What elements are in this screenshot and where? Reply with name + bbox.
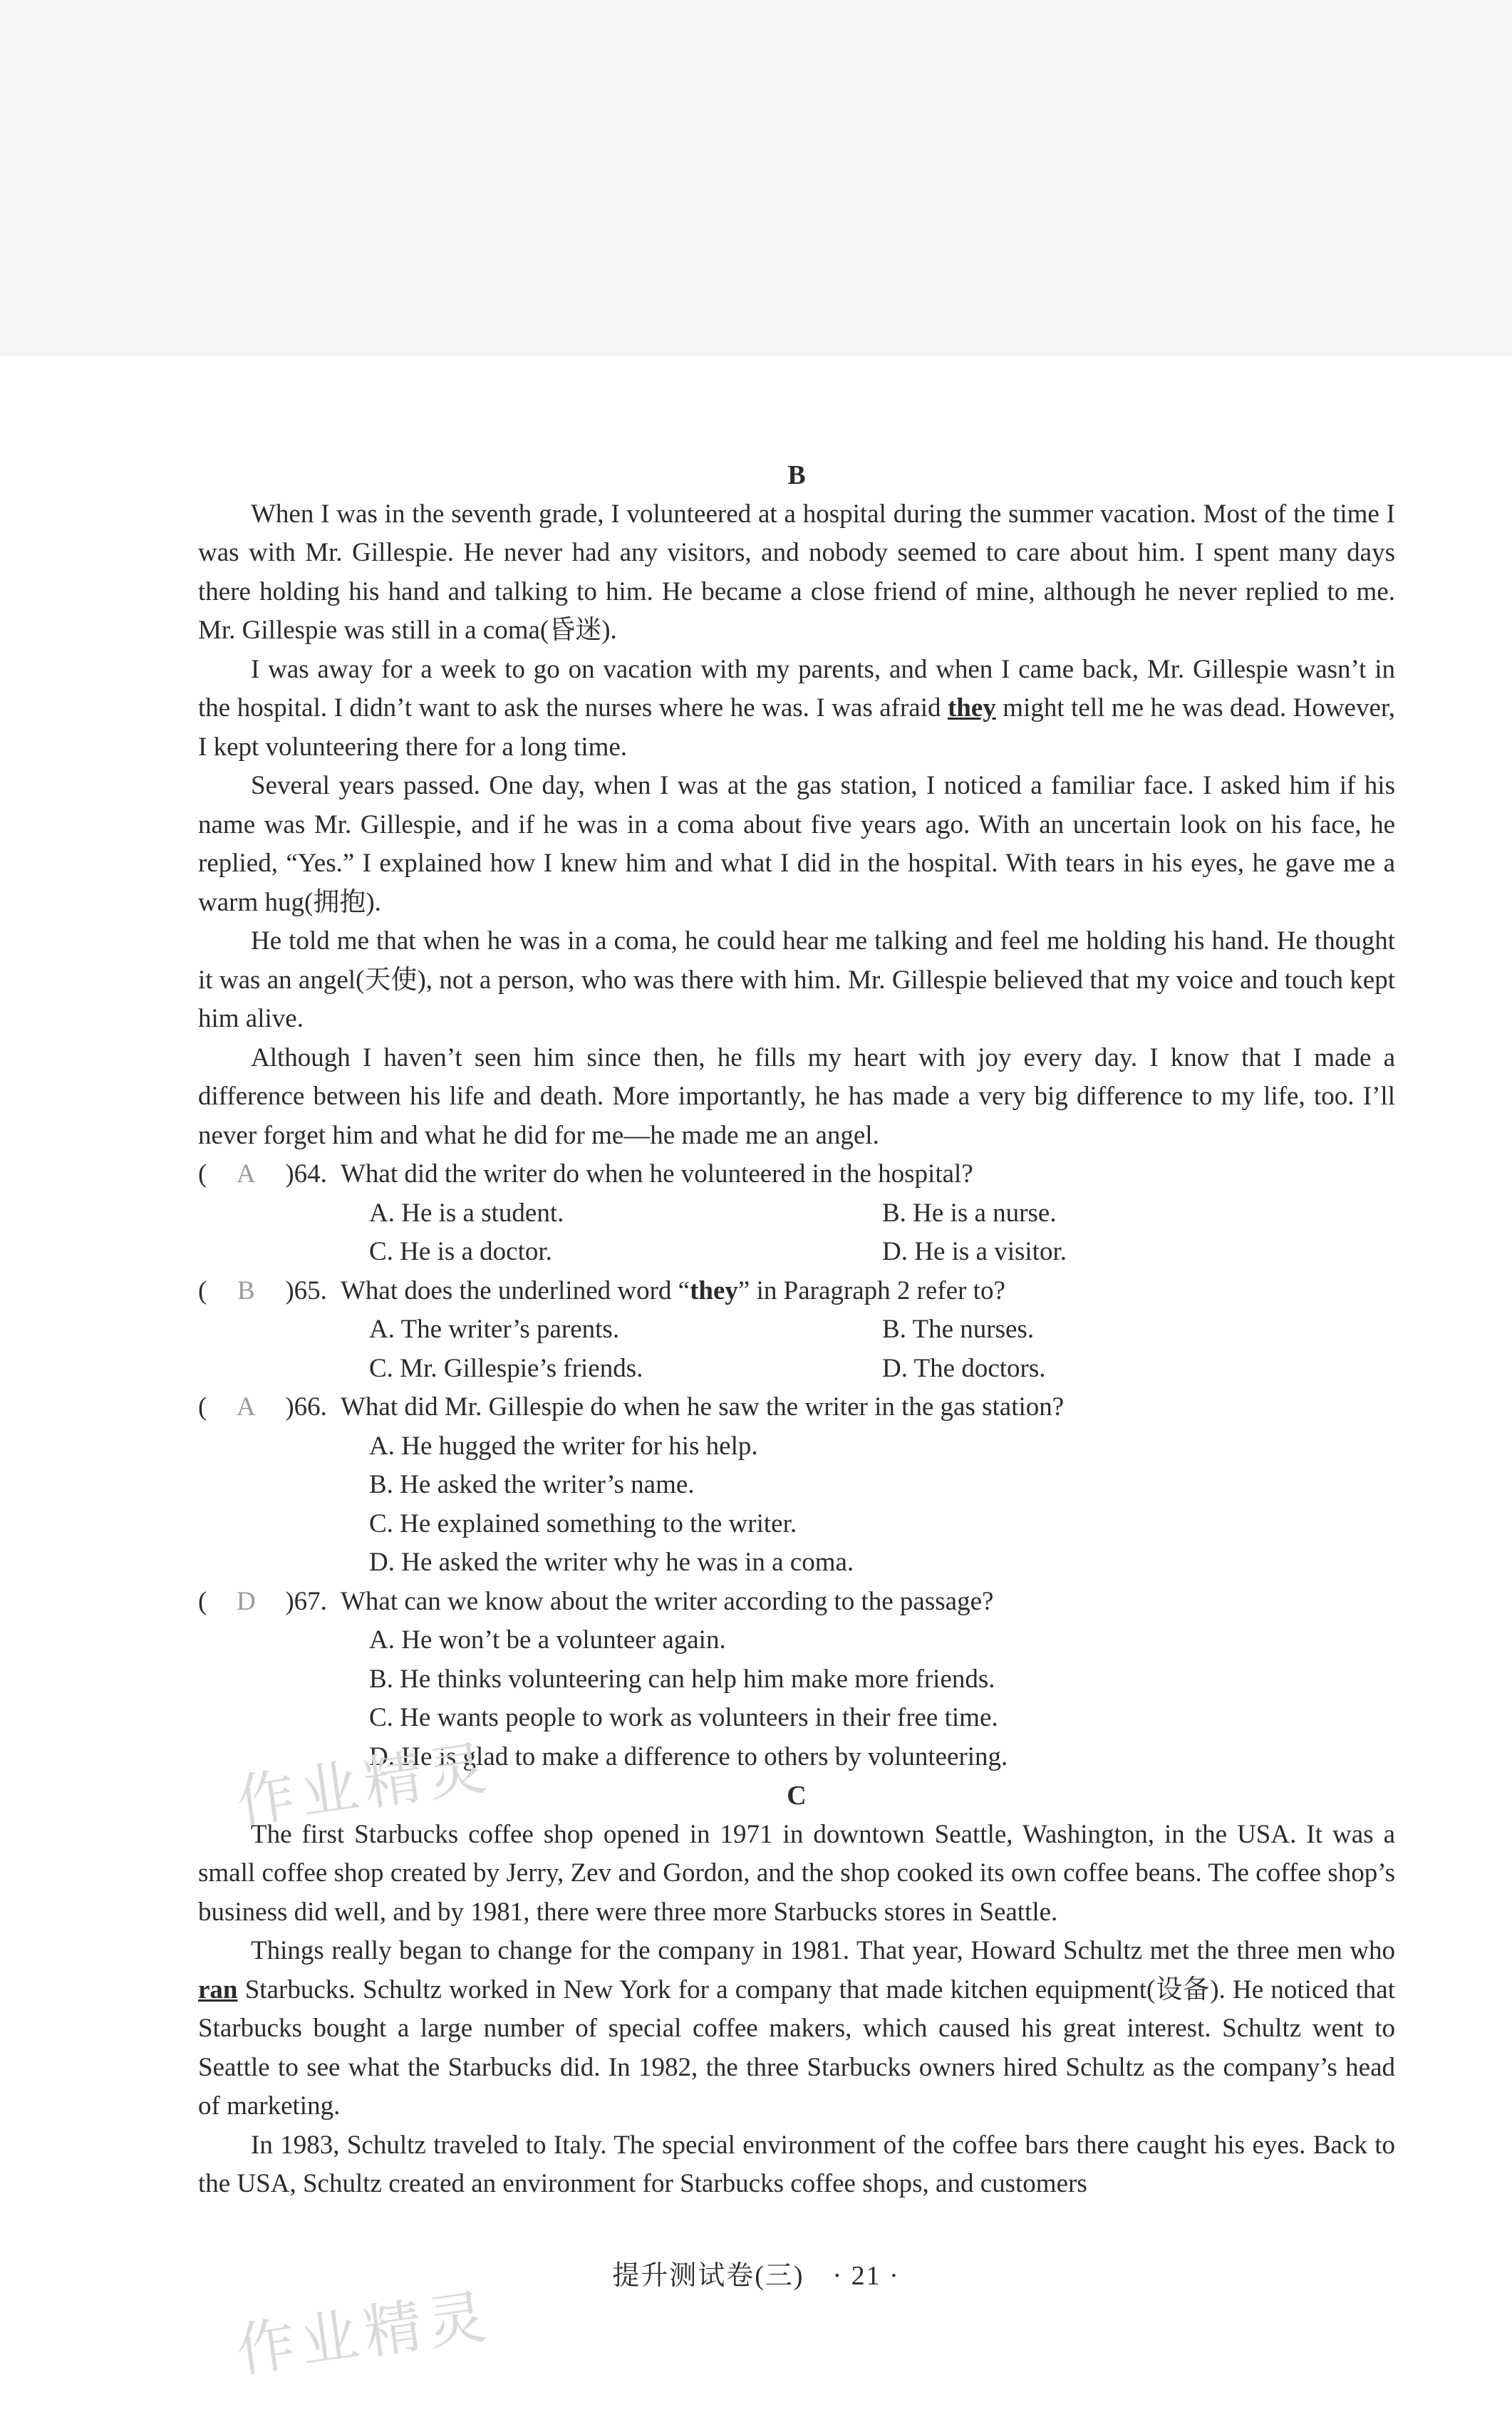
- question-65-keyword: they: [690, 1275, 738, 1305]
- option-67-b: B. He thinks volunteering can help him make more friends.: [369, 1664, 995, 1694]
- option-67-c: C. He wants people to work as volunteers in their free time.: [369, 1703, 998, 1732]
- watermark-bottom: 作业精灵: [232, 2282, 496, 2386]
- passage-b-paragraph-5: Although I haven’t seen him since then, he fills my heart with joy every day. I know that I made a difference between his life and death. More importantly, he has made a very big difference to my life, too. I’ll never forget him and what he did for me—he made me an angel.: [198, 1042, 1395, 1150]
- passage-b-paragraph-3: Several years passed. One day, when I was at the gas station, I noticed a familiar face. I asked him if his name was Mr. Gillespie, and if he was in a coma about five years ago. With an uncertain look on his face, he replied, “Yes.” I explained how I knew him and what I did in the hospital. With tears in his eyes, he gave me a warm hug(拥抱).: [198, 771, 1395, 917]
- question-66-stem: What did Mr. Gillespie do when he saw the writer in the gas station?: [341, 1392, 1065, 1422]
- question-67-options: [369, 1621, 1395, 1776]
- underlined-word-ran: ran: [198, 1975, 238, 2004]
- question-65-options: [369, 1310, 1395, 1388]
- option-65-a: A. The writer’s parents.: [369, 1315, 620, 1344]
- question-67: ( D )67. What can we know about the writer according to the passage?: [198, 1583, 1395, 1622]
- answer-65: B: [237, 1275, 255, 1305]
- option-66-d: D. He asked the writer why he was in a coma.: [369, 1548, 854, 1577]
- passage-c-title: C: [787, 1781, 807, 1811]
- answer-64: A: [236, 1159, 256, 1189]
- blank-top-area: [0, 0, 1512, 356]
- passage-c-paragraph-3: In 1983, Schultz traveled to Italy. The special environment of the coffee bars there caught his eyes. Back to the USA, Schultz created an environment for Starbucks coffee shops, and customers: [198, 2130, 1395, 2198]
- option-64-d: D. He is a visitor.: [882, 1237, 1067, 1266]
- question-66: ( A )66. What did Mr. Gillespie do when he saw the writer in the gas station?: [198, 1388, 1395, 1427]
- option-67-a: A. He won’t be a volunteer again.: [369, 1625, 726, 1655]
- underlined-word-they: they: [947, 693, 996, 723]
- answer-66: A: [236, 1392, 256, 1422]
- answer-67: D: [236, 1586, 256, 1616]
- passage-b-paragraph-2: I was away for a week to go on vacation with my parents, and when I came back, Mr. Gillespie wasn’t in the hospital. I didn’t want to ask the nurses where he was. I was afraid they might tell me he was dead. However, I kept volunteering there for a long time.: [198, 654, 1395, 762]
- watermark: 作业精灵: [232, 1734, 496, 1837]
- option-65-b: B. The nurses.: [882, 1315, 1035, 1344]
- page-content: [198, 456, 1395, 2204]
- question-64-stem: What did the writer do when he volunteered in the hospital?: [341, 1159, 973, 1189]
- option-66-a: A. He hugged the writer for his help.: [369, 1431, 758, 1461]
- option-64-c: C. He is a doctor.: [369, 1237, 552, 1266]
- option-65-c: C. Mr. Gillespie’s friends.: [369, 1353, 643, 1383]
- question-67-stem: What can we know about the writer according to the passage?: [341, 1586, 994, 1616]
- page-footer: 提升测试卷(三) · 21 ·: [612, 2261, 900, 2291]
- option-66-b: B. He asked the writer’s name.: [369, 1470, 695, 1499]
- passage-b-paragraph-1: When I was in the seventh grade, I volunteered at a hospital during the summer vacation. Most of the time I was with Mr. Gillespie. He never had any visitors, and nobody seemed to care about him. I spent many days there holding his hand and talking to him. He became a close friend of mine, although he never replied to me. Mr. Gillespie was still in a coma(昏迷).: [198, 499, 1395, 645]
- passage-b-paragraph-4: He told me that when he was in a coma, he could hear me talking and feel me holding his hand. He thought it was an angel(天使), not a person, who was there with him. Mr. Gillespie believed that my voice and touch kept him alive.: [198, 926, 1395, 1033]
- question-66-options: [369, 1427, 1395, 1583]
- passage-c-paragraph-1: The first Starbucks coffee shop opened in 1971 in downtown Seattle, Washington, in the USA. It was a small coffee shop created by Jerry, Zev and Gordon, and the shop cooked its own coffee beans. The coffee shop’s business did well, and by 1981, there were three more Starbucks stores in Seattle.: [198, 1819, 1395, 1927]
- option-64-b: B. He is a nurse.: [882, 1198, 1057, 1228]
- passage-c-paragraph-2: Things really began to change for the company in 1981. That year, Howard Schultz met the three men who ran Starbucks. Schultz worked in New York for a company that made kitchen equipment(设备). He noticed that Starbucks bought a large number of special coffee makers, which caused his great interest. Schultz went to Seattle to see what the Starbucks did. In 1982, the three Starbucks owners hired Schultz as the company’s head of marketing.: [198, 1936, 1395, 2121]
- option-64-a: A. He is a student.: [369, 1198, 564, 1228]
- question-64-options: [369, 1194, 1395, 1272]
- question-65: ( B )65. What does the underlined word “they” in Paragraph 2 refer to?: [198, 1272, 1395, 1311]
- passage-b-title: B: [787, 460, 806, 490]
- option-65-d: D. The doctors.: [882, 1353, 1046, 1383]
- question-64: ( A )64. What did the writer do when he volunteered in the hospital?: [198, 1155, 1395, 1194]
- option-67-d: D. He is glad to make a difference to others by volunteering.: [369, 1742, 1008, 1771]
- option-66-c: C. He explained something to the writer.: [369, 1508, 797, 1538]
